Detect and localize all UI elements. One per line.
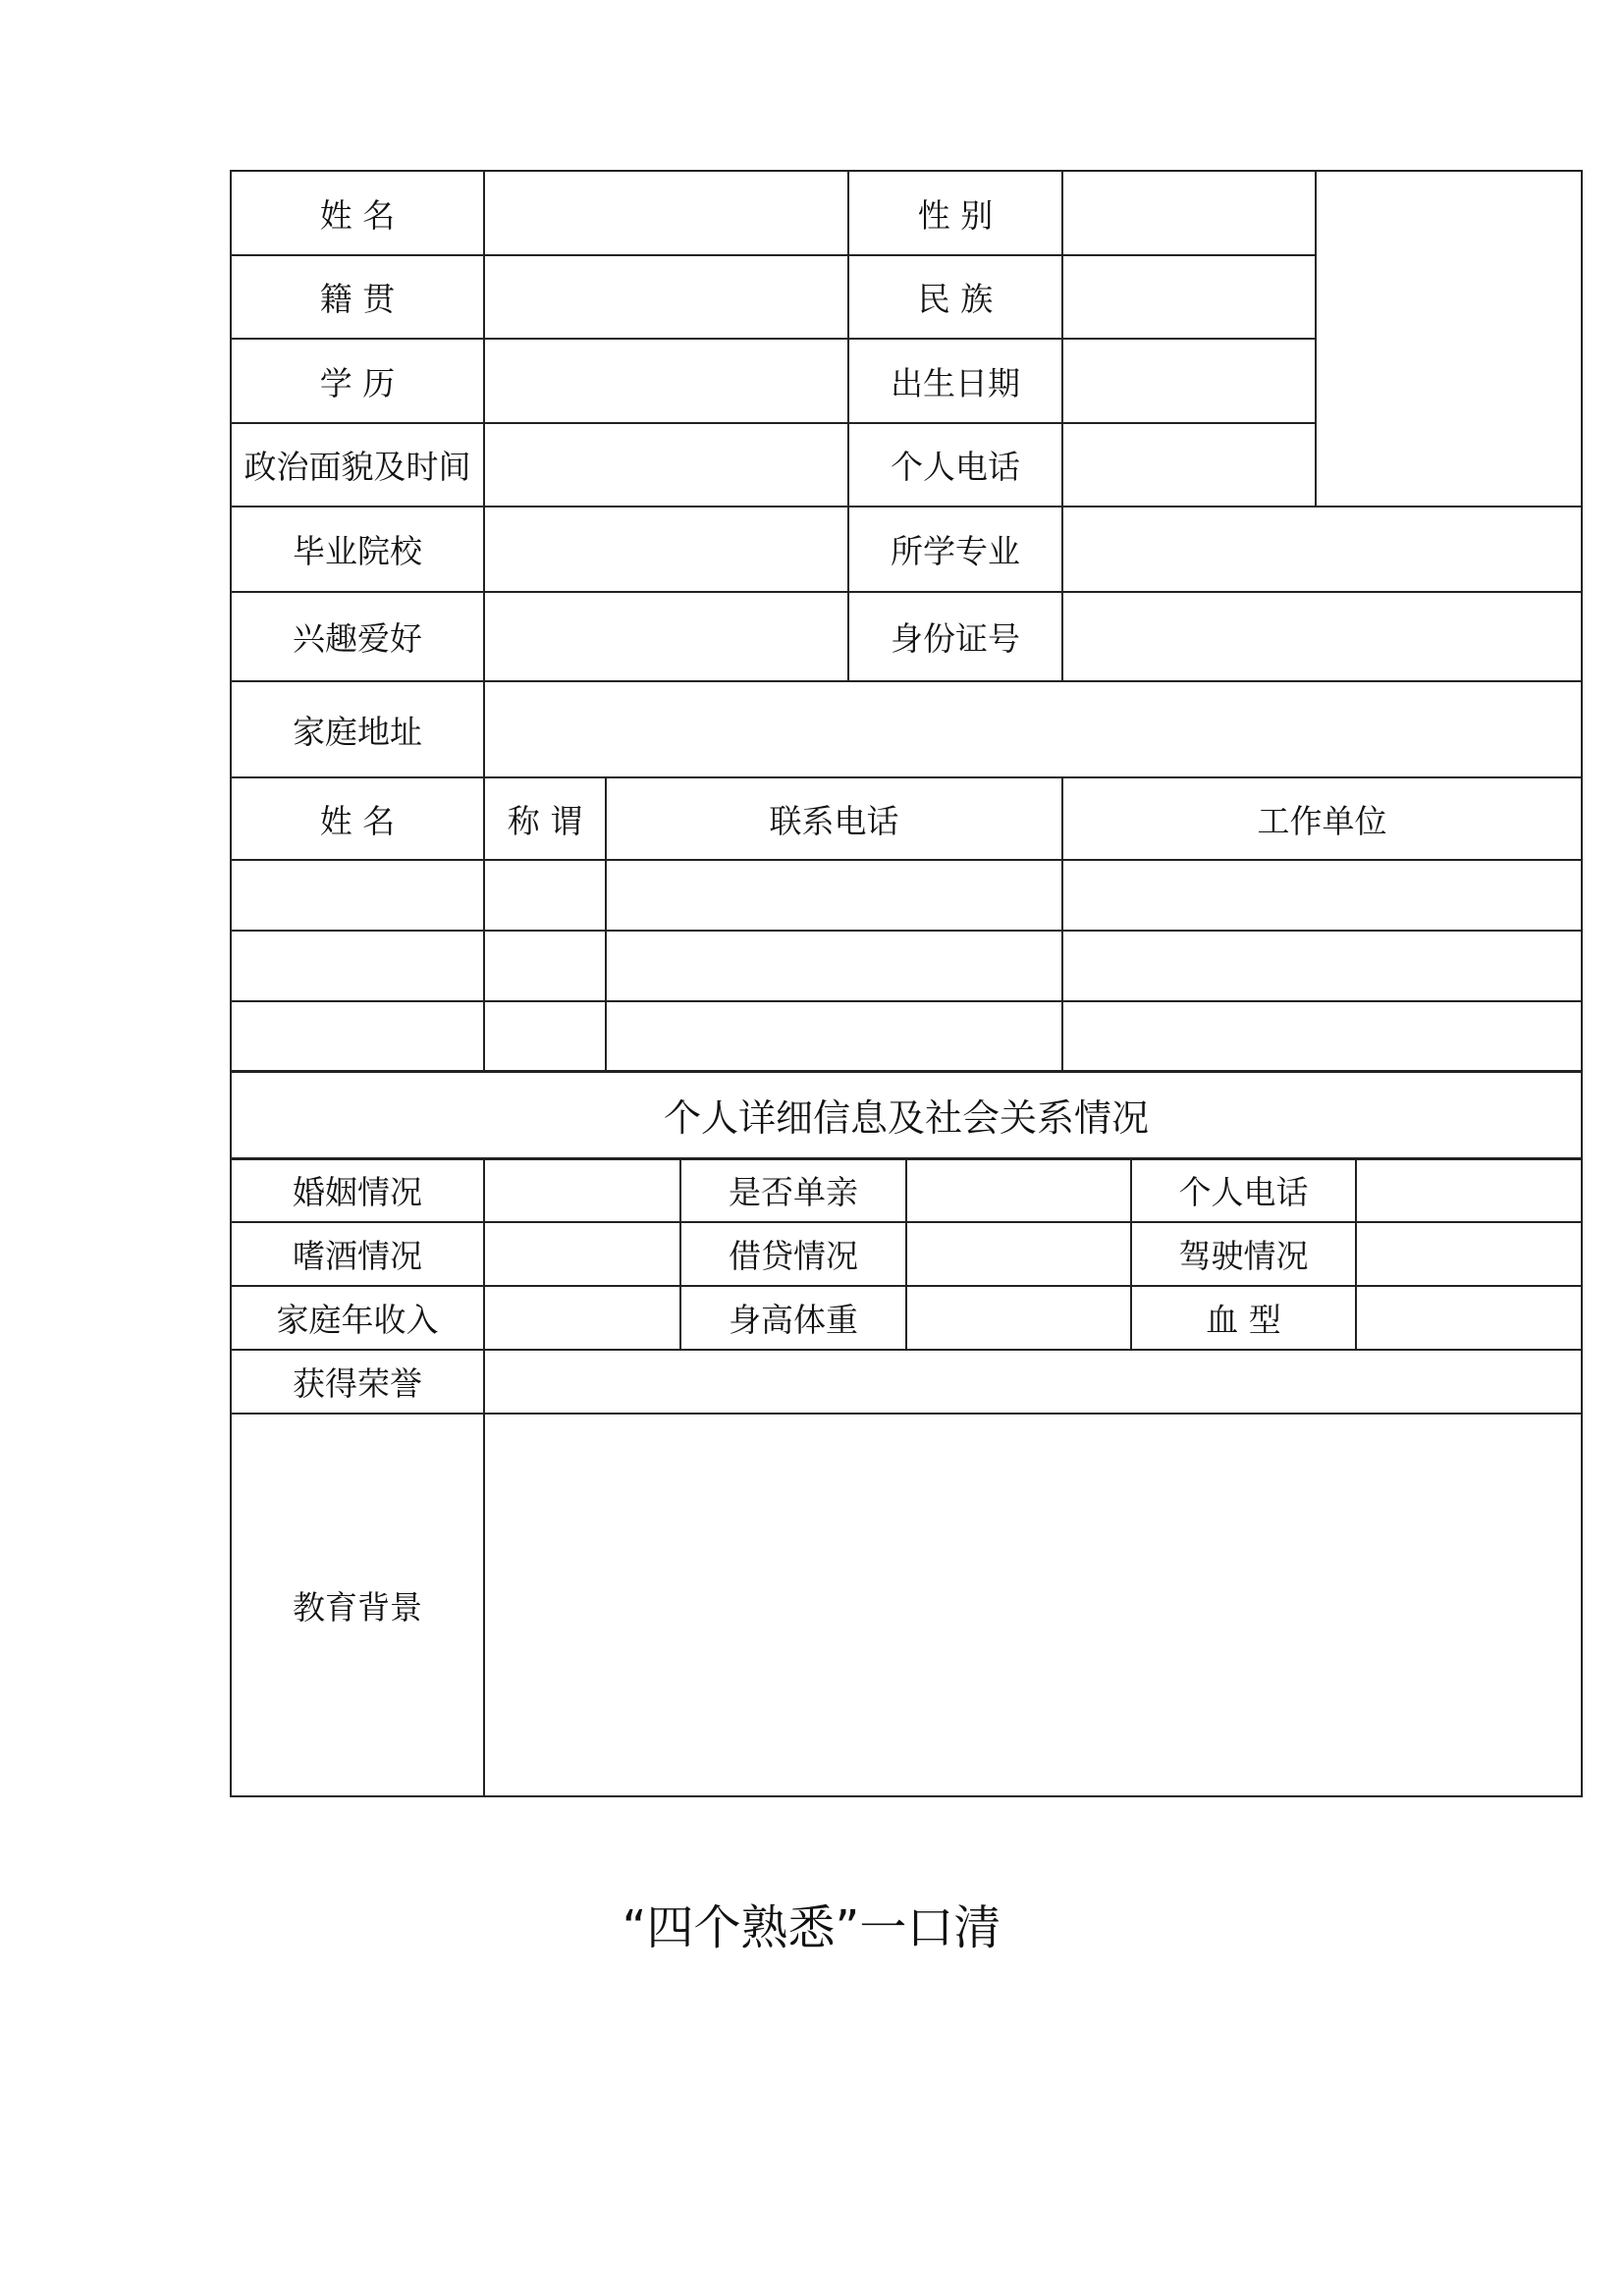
gender-field[interactable] [1062, 171, 1316, 255]
family-row-2-phone[interactable] [606, 931, 1062, 1001]
family-row-1-name[interactable] [231, 860, 484, 931]
family-row-2-employer[interactable] [1062, 931, 1582, 1001]
blood-type-label: 血 型 [1206, 1301, 1281, 1339]
drinking-field[interactable] [484, 1222, 680, 1286]
name-label: 姓 名 [319, 195, 396, 235]
id-number-field[interactable] [1062, 592, 1582, 681]
birth-date-field[interactable] [1062, 339, 1316, 423]
marital-status-field[interactable] [484, 1158, 680, 1222]
details-phone-label: 个人电话 [1178, 1173, 1309, 1211]
hobbies-label: 兴趣爱好 [293, 619, 422, 658]
education-field[interactable] [484, 339, 848, 423]
school-field[interactable] [484, 507, 848, 592]
school-label: 毕业院校 [293, 532, 422, 570]
political-status-field[interactable] [484, 423, 848, 507]
birth-date-label: 出生日期 [891, 363, 1020, 402]
family-header-employer: 工作单位 [1257, 801, 1387, 840]
native-place-field[interactable] [484, 255, 848, 339]
personal-phone-field[interactable] [1062, 423, 1316, 507]
family-row-3-phone[interactable] [606, 1001, 1062, 1071]
footer-title: “四个熟悉”一口清 [622, 1900, 1001, 1955]
driving-label: 驾驶情况 [1178, 1237, 1309, 1275]
ethnicity-label: 民 族 [917, 280, 994, 318]
major-field[interactable] [1062, 507, 1582, 592]
loans-label: 借贷情况 [729, 1237, 858, 1275]
family-row-2-relation[interactable] [484, 931, 606, 1001]
family-row-3-relation[interactable] [484, 1001, 606, 1071]
single-parent-label: 是否单亲 [729, 1173, 858, 1211]
family-header-name: 姓 名 [319, 801, 396, 840]
details-section-title: 个人详细信息及社会关系情况 [663, 1096, 1149, 1140]
photo-box[interactable] [1316, 171, 1582, 507]
honors-field[interactable] [484, 1350, 1582, 1414]
address-field[interactable] [484, 681, 1582, 777]
family-header-relation: 称 谓 [507, 801, 583, 840]
family-row-1-phone[interactable] [606, 860, 1062, 931]
address-label: 家庭地址 [293, 712, 422, 751]
height-weight-field[interactable] [906, 1286, 1131, 1350]
family-header-phone: 联系电话 [769, 801, 899, 840]
family-income-field[interactable] [484, 1286, 680, 1350]
family-row-3-name[interactable] [231, 1001, 484, 1071]
family-row-1-employer[interactable] [1062, 860, 1582, 931]
ethnicity-field[interactable] [1062, 255, 1316, 339]
loans-field[interactable] [906, 1222, 1131, 1286]
driving-field[interactable] [1356, 1222, 1582, 1286]
blood-type-field[interactable] [1356, 1286, 1582, 1350]
hobbies-field[interactable] [484, 592, 848, 681]
political-status-label: 政治面貌及时间 [243, 448, 471, 486]
name-field[interactable] [484, 171, 848, 255]
education-label: 学 历 [319, 363, 396, 402]
major-label: 所学专业 [891, 532, 1020, 570]
family-income-label: 家庭年收入 [276, 1301, 439, 1339]
gender-label: 性 别 [917, 195, 994, 235]
honors-label: 获得荣誉 [293, 1364, 422, 1403]
education-background-field[interactable] [484, 1414, 1582, 1796]
personal-phone-label: 个人电话 [891, 448, 1020, 486]
details-phone-field[interactable] [1356, 1158, 1582, 1222]
native-place-label: 籍 贯 [319, 280, 396, 318]
family-row-1-relation[interactable] [484, 860, 606, 931]
family-row-3-employer[interactable] [1062, 1001, 1582, 1071]
marital-status-label: 婚姻情况 [293, 1173, 422, 1211]
family-row-2-name[interactable] [231, 931, 484, 1001]
single-parent-field[interactable] [906, 1158, 1131, 1222]
id-number-label: 身份证号 [891, 619, 1020, 658]
education-background-label: 教育背景 [293, 1587, 422, 1627]
drinking-label: 嗜酒情况 [293, 1237, 422, 1275]
height-weight-label: 身高体重 [729, 1301, 858, 1339]
